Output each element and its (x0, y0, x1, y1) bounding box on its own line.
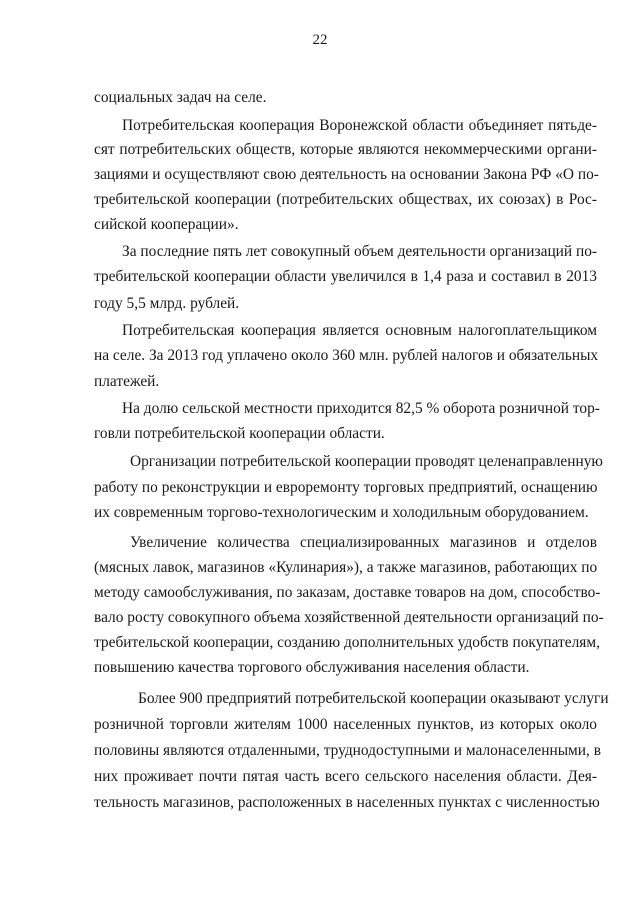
text-line: них проживает почти пятая часть всего сельского населения области. Дея- (94, 768, 597, 785)
text-line: повышению качества торгового обслуживания населения области. (94, 659, 530, 676)
text-line: работу по реконструкции и евроремонту торговых предприятий, оснащению (94, 479, 598, 496)
text-line: На долю сельской местности приходится 82,5 % оборота розничной тор- (122, 400, 600, 417)
text-line: За последние пять лет совокупный объем деятельности организаций по- (122, 243, 598, 260)
page-number: 22 (312, 32, 328, 48)
text-line: Более 900 предприятий потребительской кооперации оказывают услуги (138, 690, 609, 707)
text-line: розничной торговли жителям 1000 населенных пунктов, из которых около (94, 716, 597, 733)
text-line: требительской кооперации, созданию дополнительных удобств покупателям, (94, 634, 600, 651)
text-line: Организации потребительской кооперации проводят целенаправленную (130, 453, 603, 470)
text-line: говли потребительской кооперации области. (94, 425, 385, 442)
text-line: сийской кооперации». (94, 216, 239, 233)
text-line: требительской кооперации (потребительских обществах, их союзах) в Рос- (94, 191, 597, 208)
text-line: сят потребительских обществ, которые являются некоммерческими органи- (94, 141, 597, 158)
text-line: платежей. (94, 373, 160, 390)
text-line: вало росту совокупного объема хозяйственной деятельности организаций по- (94, 609, 604, 626)
text-line: тельность магазинов, расположенных в населенных пунктах с численностью (94, 794, 600, 811)
text-line: их современным торгово-технологическим и холодильным оборудованием. (94, 504, 589, 521)
text-line: требительской кооперации области увеличился в 1,4 раза и составил в 2013 (94, 268, 597, 285)
text-line: на селе. За 2013 год уплачено около 360 млн. рублей налогов и обязательных (94, 347, 599, 364)
text-line: социальных задач на селе. (94, 89, 267, 106)
text-line: году 5,5 млрд. рублей. (94, 295, 240, 312)
text-line: (мясных лавок, магазинов «Кулинария»), а также магазинов, работающих по (94, 559, 598, 576)
text-line: Потребительская кооперация является основным налогоплательщиком (122, 322, 597, 339)
text-line: половины являются отдаленными, труднодоступными и малонаселенными, в (94, 742, 601, 759)
text-line: Потребительская кооперация Воронежской области объединяет пятьде- (122, 117, 597, 134)
text-line: Увеличение количества специализированных магазинов и отделов (130, 534, 597, 551)
text-line: методу самообслуживания, по заказам, доставке товаров на дом, способство- (94, 584, 601, 601)
text-line: зациями и осуществляют свою деятельность на основании Закона РФ «О по- (94, 166, 599, 183)
